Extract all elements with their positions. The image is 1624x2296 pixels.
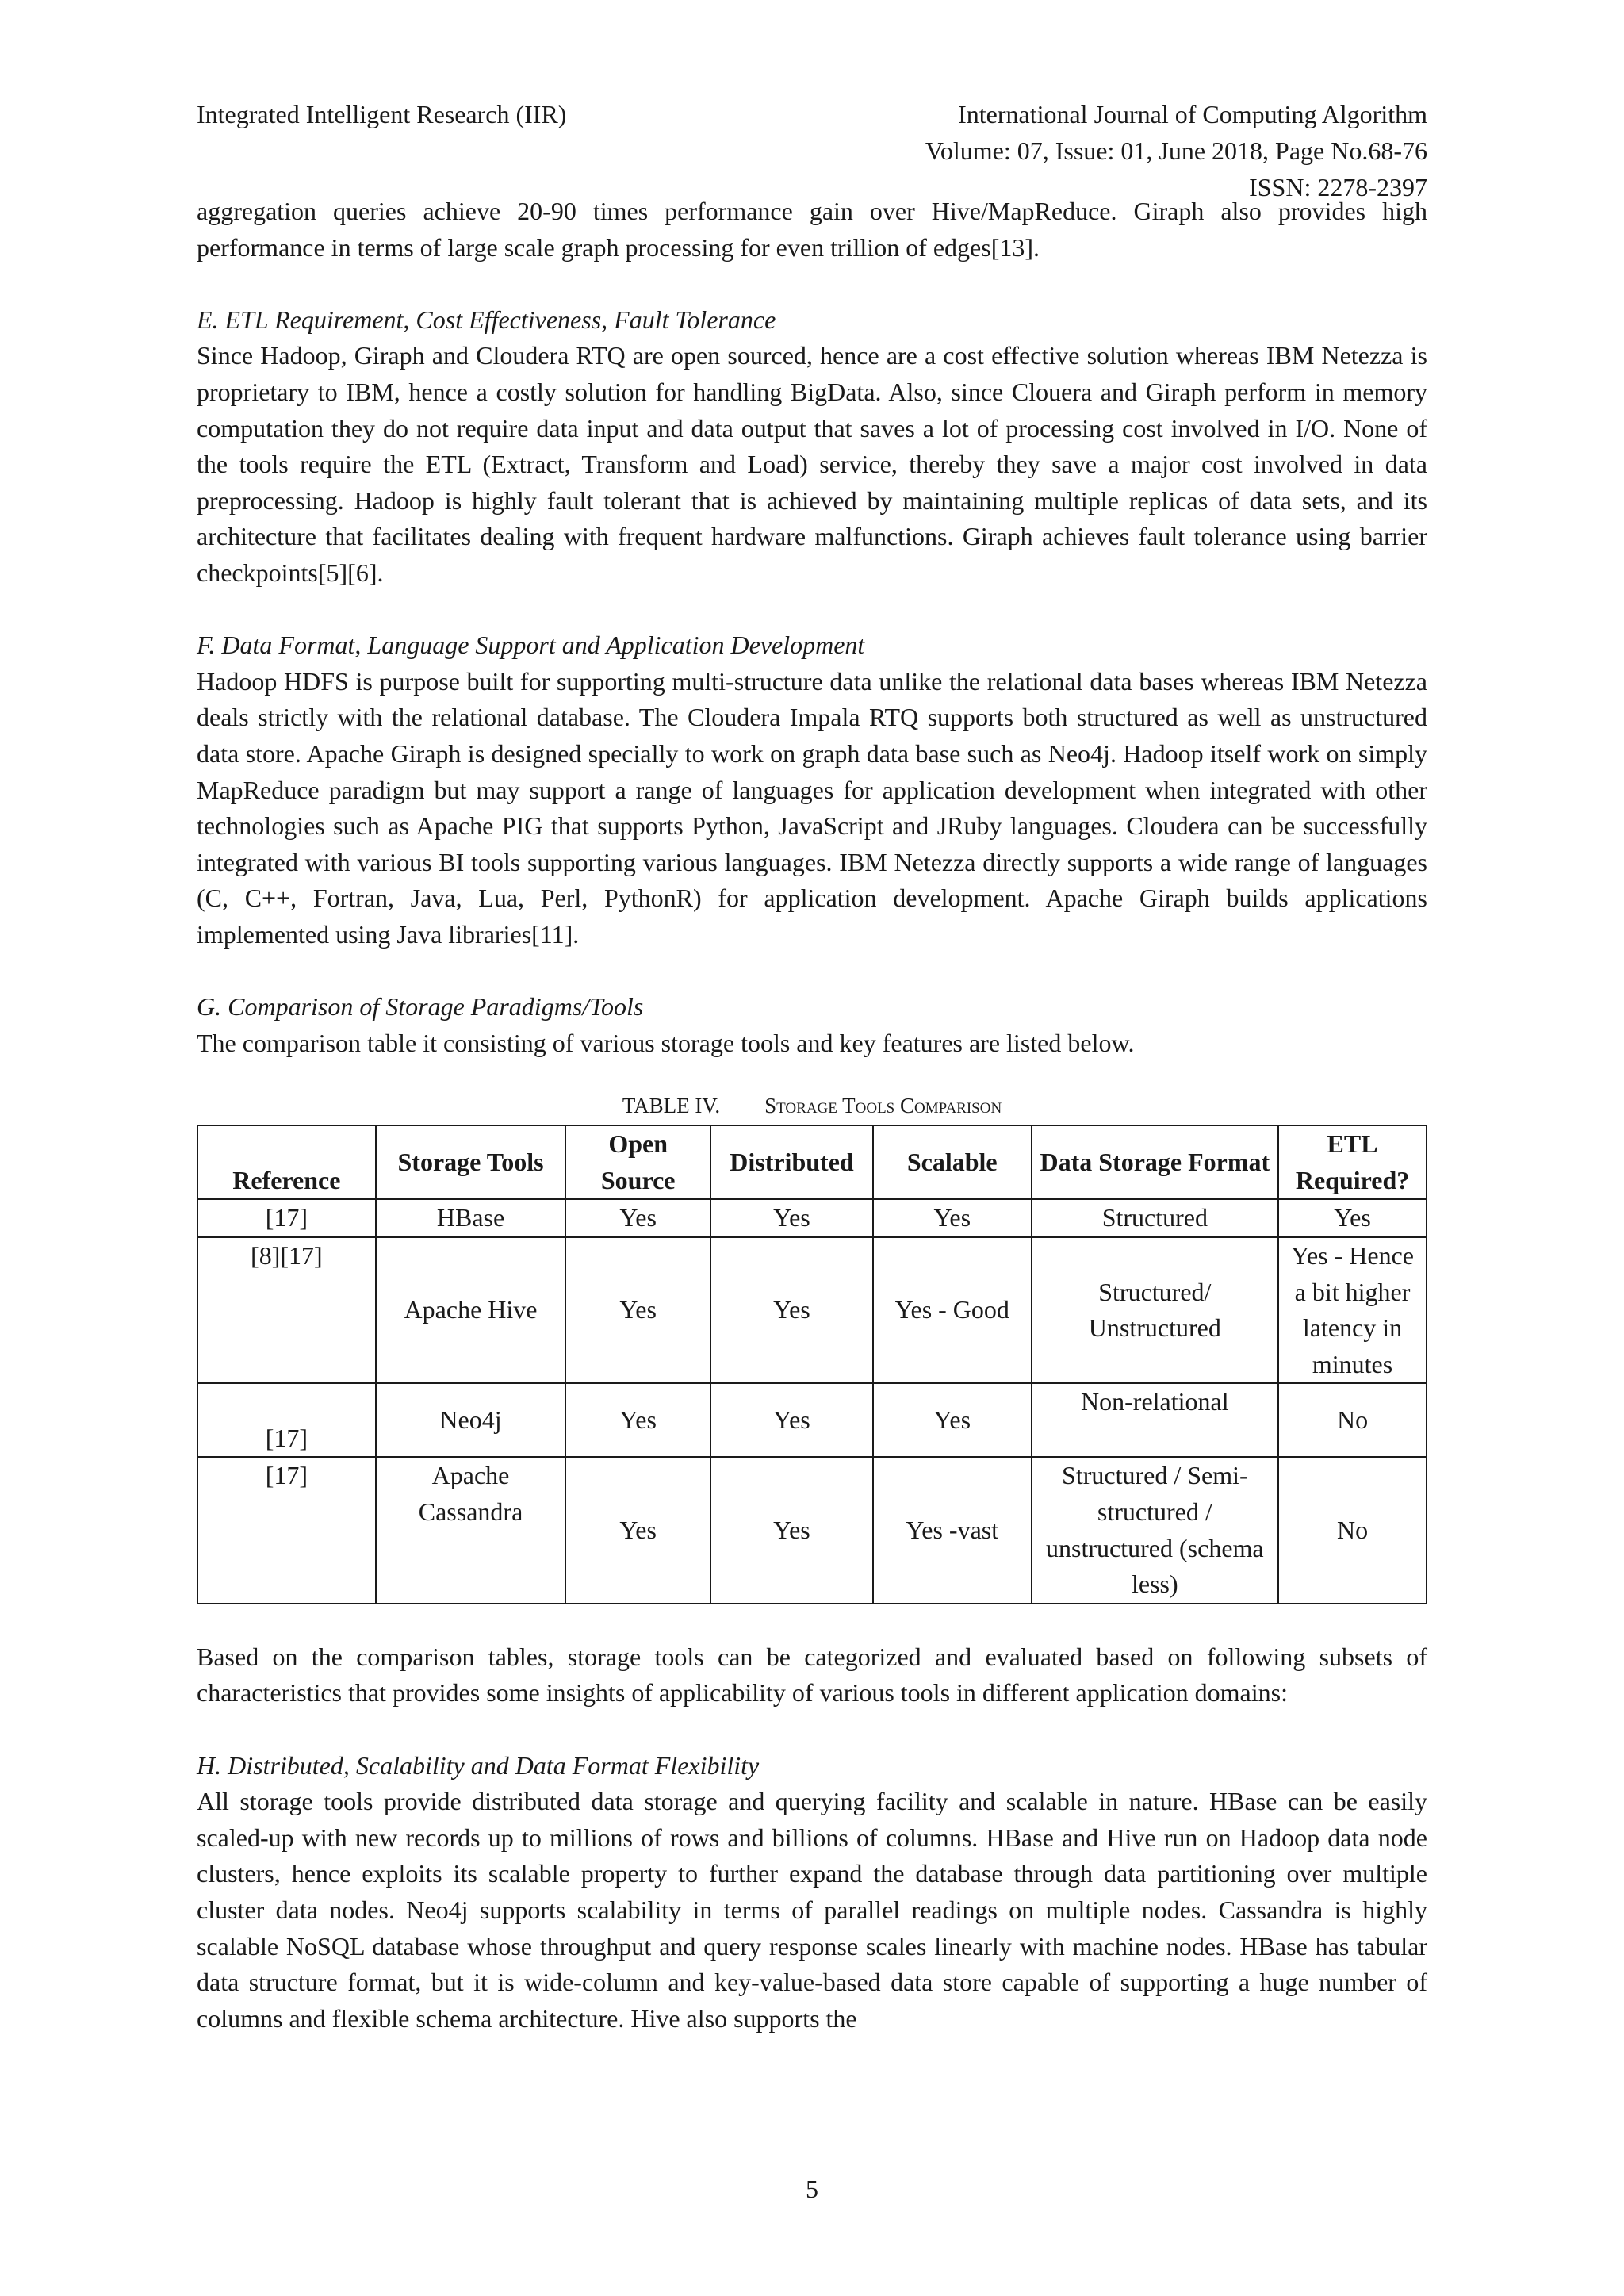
section-h-heading: H. Distributed, Scalability and Data Format Flexibility	[197, 1750, 760, 1780]
section-f-paragraph: Hadoop HDFS is purpose built for supporting multi-structure data unlike the relational data bases whereas IBM Netezza deals strictly with the relational database. The Cloudera Impala RTQ supports both structured as well as unstructured data store. Apache Giraph is designed specially to work on graph data base such as Neo4j. Hadoop itself work on simply MapReduce paradigm but may support a range of languages for application development when integrated with other technologies such as Apache PIG that supports Python, JavaScript and JRuby languages. Cloudera can be successfully integrated with various BI tools supporting various languages. IBM Netezza directly supports a wide range of languages (C, C++, Fortran, Java, Lua, Perl, PythonR) for application development. Apache Giraph builds applications implemented using Java libraries[11].	[197, 666, 1427, 949]
cell-format: Non-relational	[1032, 1383, 1278, 1457]
intro-paragraph: aggregation queries achieve 20-90 times performance gain over Hive/MapReduce. Giraph also provides high performance in terms of large scale graph processing for even trillion of edges[13].	[197, 197, 1427, 262]
journal-issn: ISSN: 2278-2397	[1249, 173, 1427, 201]
storage-tools-table	[197, 1125, 1427, 1604]
header-open-source: Open Source	[565, 1125, 710, 1199]
header-storage-tools: Storage Tools	[376, 1125, 566, 1199]
header-distributed: Distributed	[710, 1125, 873, 1199]
page-number: 5	[806, 2175, 818, 2203]
section-g-paragraph: The comparison table it consisting of various storage tools and key features are listed below.	[197, 1028, 1135, 1057]
running-header-right	[925, 96, 1427, 205]
cell-etl: No	[1278, 1383, 1427, 1457]
cell-tool: HBase	[376, 1199, 566, 1237]
cell-open-source: Yes	[565, 1383, 710, 1457]
table-caption-title: Storage Tools Comparison	[764, 1094, 1002, 1118]
cell-distributed: Yes	[710, 1199, 873, 1237]
header-data-storage-format: Data Storage Format	[1032, 1125, 1278, 1199]
cell-etl: Yes - Hence a bit higher latency in minutes	[1278, 1237, 1427, 1383]
cell-open-source: Yes	[565, 1199, 710, 1237]
table-row	[197, 1199, 1427, 1237]
cell-open-source: Yes	[565, 1237, 710, 1383]
body-text	[197, 194, 1427, 2037]
cell-scalable: Yes - Good	[873, 1237, 1032, 1383]
table-caption	[197, 1090, 1427, 1121]
header-scalable: Scalable	[873, 1125, 1032, 1199]
journal-title: International Journal of Computing Algorithm	[958, 100, 1427, 128]
journal-group-name: Integrated Intelligent Research (IIR)	[197, 100, 567, 128]
header-etl-required: ETL Required?	[1278, 1125, 1427, 1199]
running-header-left	[197, 96, 566, 132]
section-h-paragraph: All storage tools provide distributed data storage and querying facility and scalable in nature. HBase can be easily scaled-up with new records up to millions of rows and billions of columns. HBase and Hive run on Hadoop data node clusters, hence exploits its scalable property to further expand the database through data partitioning over multiple cluster data nodes. Neo4j supports scalability in terms of parallel readings on multiple nodes. Cassandra is highly scalable NoSQL database whose throughput and query response scales linearly with machine nodes. HBase has tabular data structure format, but it is wide-column and key-value-based data store capable of supporting a huge number of columns and flexible schema architecture. Hive also supports the	[197, 1787, 1427, 2033]
cell-reference: [17]	[197, 1457, 376, 1603]
table-row	[197, 1457, 1427, 1603]
after-table-paragraph: Based on the comparison tables, storage tools can be categorized and evaluated based on following subsets of characteristics that provides some insights of applicability of various tools in different application domains:	[197, 1642, 1427, 1708]
cell-scalable: Yes	[873, 1199, 1032, 1237]
cell-reference: [17]	[197, 1199, 376, 1237]
section-e-heading: E. ETL Requirement, Cost Effectiveness, Fault Tolerance	[197, 305, 776, 334]
cell-format: Structured/ Unstructured	[1032, 1237, 1278, 1383]
cell-reference: [17]	[197, 1383, 376, 1457]
cell-scalable: Yes -vast	[873, 1457, 1032, 1603]
cell-scalable: Yes	[873, 1383, 1032, 1457]
cell-format: Structured	[1032, 1199, 1278, 1237]
cell-format: Structured / Semi-structured / unstructured (schema less)	[1032, 1457, 1278, 1603]
table-row	[197, 1383, 1427, 1457]
header-reference: Reference	[197, 1125, 376, 1199]
journal-volume: Volume: 07, Issue: 01, June 2018, Page No.68-76	[925, 136, 1427, 165]
cell-open-source: Yes	[565, 1457, 710, 1603]
cell-distributed: Yes	[710, 1383, 873, 1457]
table-row	[197, 1237, 1427, 1383]
cell-etl: No	[1278, 1457, 1427, 1603]
cell-reference: [8][17]	[197, 1237, 376, 1383]
table-caption-number: TABLE IV.	[622, 1094, 721, 1118]
cell-tool: Apache Cassandra	[376, 1457, 566, 1603]
cell-etl: Yes	[1278, 1199, 1427, 1237]
section-g-heading: G. Comparison of Storage Paradigms/Tools	[197, 992, 644, 1022]
cell-tool: Apache Hive	[376, 1237, 566, 1383]
section-f-heading: F. Data Format, Language Support and Application Development	[197, 631, 865, 660]
page-footer	[0, 2171, 1624, 2207]
cell-tool: Neo4j	[376, 1383, 566, 1457]
table-header-row	[197, 1125, 1427, 1199]
section-e-paragraph: Since Hadoop, Giraph and Cloudera RTQ are open sourced, hence are a cost effective solution whereas IBM Netezza is proprietary to IBM, hence a costly solution for handling BigData. Also, since Clouera and Giraph perform in memory computation they do not require data input and data output that saves a lot of processing cost involved in I/O. None of the tools require the ETL (Extract, Transform and Load) service, thereby they save a major cost involved in data preprocessing. Hadoop is highly fault tolerant that is achieved by maintaining multiple replicas of data sets, and its architecture that facilitates dealing with frequent hardware malfunctions. Giraph achieves fault tolerance using barrier checkpoints[5][6].	[197, 341, 1427, 587]
cell-distributed: Yes	[710, 1237, 873, 1383]
cell-distributed: Yes	[710, 1457, 873, 1603]
